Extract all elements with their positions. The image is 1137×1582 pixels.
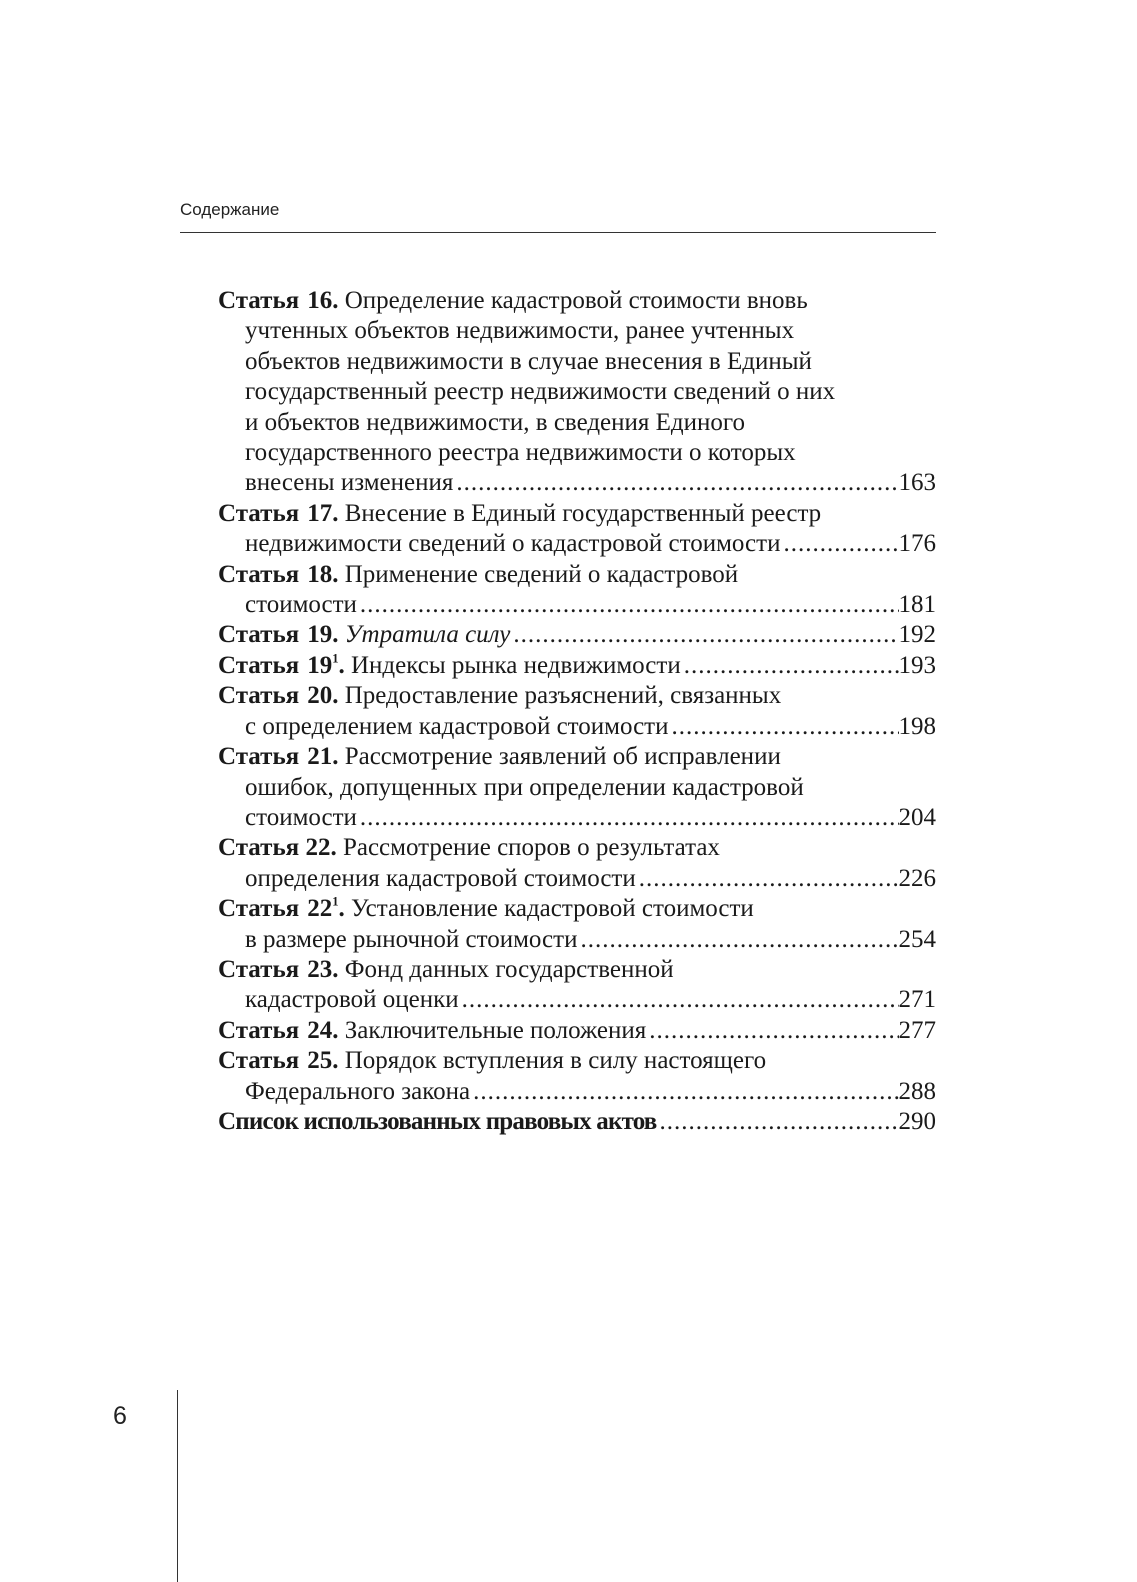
entry-title: Список использованных правовых актов (218, 1107, 657, 1135)
article-label: Статья 20. (218, 682, 339, 710)
entry-title-cont: ошибок, допущенных при определении кадастровой (245, 773, 804, 801)
entry-title: Предоставление разъяснений, связанных (344, 682, 782, 710)
toc-entry-25[interactable] (218, 1046, 936, 1107)
entry-title-cont: недвижимости сведений о кадастровой стоимости (245, 530, 781, 558)
toc-entry-24[interactable] (218, 1016, 936, 1046)
dot-leader (646, 1016, 898, 1046)
dot-leader (780, 529, 898, 559)
entry-title: Определение кадастровой стоимости вновь (344, 287, 808, 314)
dot-leader (681, 651, 899, 681)
entry-title: Внесение в Единый государственный реестр (344, 499, 822, 527)
dot-leader (357, 803, 899, 833)
toc-entry-19-1[interactable] (218, 651, 936, 681)
entry-title: Фонд данных государственной (344, 955, 674, 983)
entry-title-cont: Федерального закона (245, 1077, 471, 1105)
entry-title-cont: внесены изменения (245, 469, 454, 497)
entry-title: Рассмотрение споров о результатах (342, 834, 720, 862)
article-label: Статья 24. (218, 1016, 339, 1044)
article-label: Статья 16. (218, 287, 339, 314)
page-number: 6 (113, 1402, 127, 1430)
table-of-contents (218, 286, 936, 1137)
page-ref: 204 (898, 803, 936, 831)
entry-title: Индексы рынка недвижимости (350, 651, 681, 679)
entry-title-cont: учтенных объектов недвижимости, ранее учтенных (245, 317, 795, 345)
toc-entry-20[interactable] (218, 681, 936, 742)
entry-title-cont: кадастровой оценки (245, 986, 459, 1014)
entry-title: Заключительные положения (344, 1016, 647, 1044)
article-label: Статья 25. (218, 1047, 339, 1075)
dot-leader (657, 1107, 899, 1137)
entry-title: Применение сведений о кадастровой (344, 560, 739, 588)
toc-entry-23[interactable] (218, 955, 936, 1016)
page-ref: 192 (898, 621, 936, 649)
entry-title-cont: и объектов недвижимости, в сведения Единого (245, 408, 746, 436)
footer-vertical-rule (177, 1390, 178, 1582)
dot-leader (453, 468, 898, 498)
page-ref: 226 (898, 864, 936, 892)
header-rule (180, 232, 936, 233)
entry-title-cont: определения кадастровой стоимости (245, 864, 636, 892)
entry-title-cont: государственного реестра недвижимости о которых (245, 439, 796, 467)
toc-entry-16[interactable] (218, 286, 936, 499)
dot-leader (470, 1077, 898, 1107)
entry-title-cont: стоимости (245, 591, 357, 619)
toc-entry-17[interactable] (218, 499, 936, 560)
article-label: Статья 23. (218, 955, 339, 983)
toc-entry-22[interactable] (218, 833, 936, 894)
page-ref: 277 (898, 1016, 936, 1044)
page-ref: 254 (898, 925, 936, 953)
toc-entry-18[interactable] (218, 560, 936, 621)
toc-entry-21[interactable] (218, 742, 936, 833)
article-label: Статья $19^1$. (218, 651, 345, 679)
toc-entry-22-1[interactable] (218, 894, 936, 955)
entry-title: Установление кадастровой стоимости (350, 895, 754, 923)
entry-title-cont: государственный реестр недвижимости сведений о них (245, 378, 836, 406)
dot-leader (669, 712, 899, 742)
article-label: Статья 19. (218, 621, 339, 649)
page-ref: 271 (898, 986, 936, 1014)
entry-title: Утратила силу (344, 621, 511, 649)
page-ref: 181 (898, 591, 936, 619)
entry-title: Рассмотрение заявлений об исправлении (344, 743, 781, 771)
dot-leader (459, 985, 899, 1015)
entry-title-cont: с определением кадастровой стоимости (245, 712, 669, 740)
page-ref: 193 (898, 651, 936, 679)
toc-entry-sources[interactable] (218, 1107, 936, 1137)
dot-leader (357, 590, 899, 620)
dot-leader (636, 864, 899, 894)
article-label: Статья 21. (218, 743, 339, 771)
page-ref: 198 (898, 712, 936, 740)
running-title: Содержание (180, 200, 280, 219)
toc-entry-19[interactable] (218, 620, 936, 650)
article-label: Статья 18. (218, 560, 339, 588)
page-ref: 288 (898, 1077, 936, 1105)
page-ref: 176 (898, 530, 936, 558)
article-label: Статья $22^1$. (218, 894, 345, 923)
article-label: Статья 17. (218, 499, 339, 527)
dot-leader (577, 925, 898, 955)
entry-title-cont: объектов недвижимости в случае внесения в Единый (245, 347, 812, 375)
entry-title-cont: в размере рыночной стоимости (245, 925, 578, 953)
entry-title-cont: стоимости (245, 803, 357, 831)
entry-title: Порядок вступления в силу настоящего (344, 1047, 767, 1075)
page-ref: 163 (898, 469, 936, 497)
article-label: Статья 22. (218, 834, 337, 862)
dot-leader (510, 620, 898, 650)
page-ref: 290 (898, 1107, 936, 1135)
